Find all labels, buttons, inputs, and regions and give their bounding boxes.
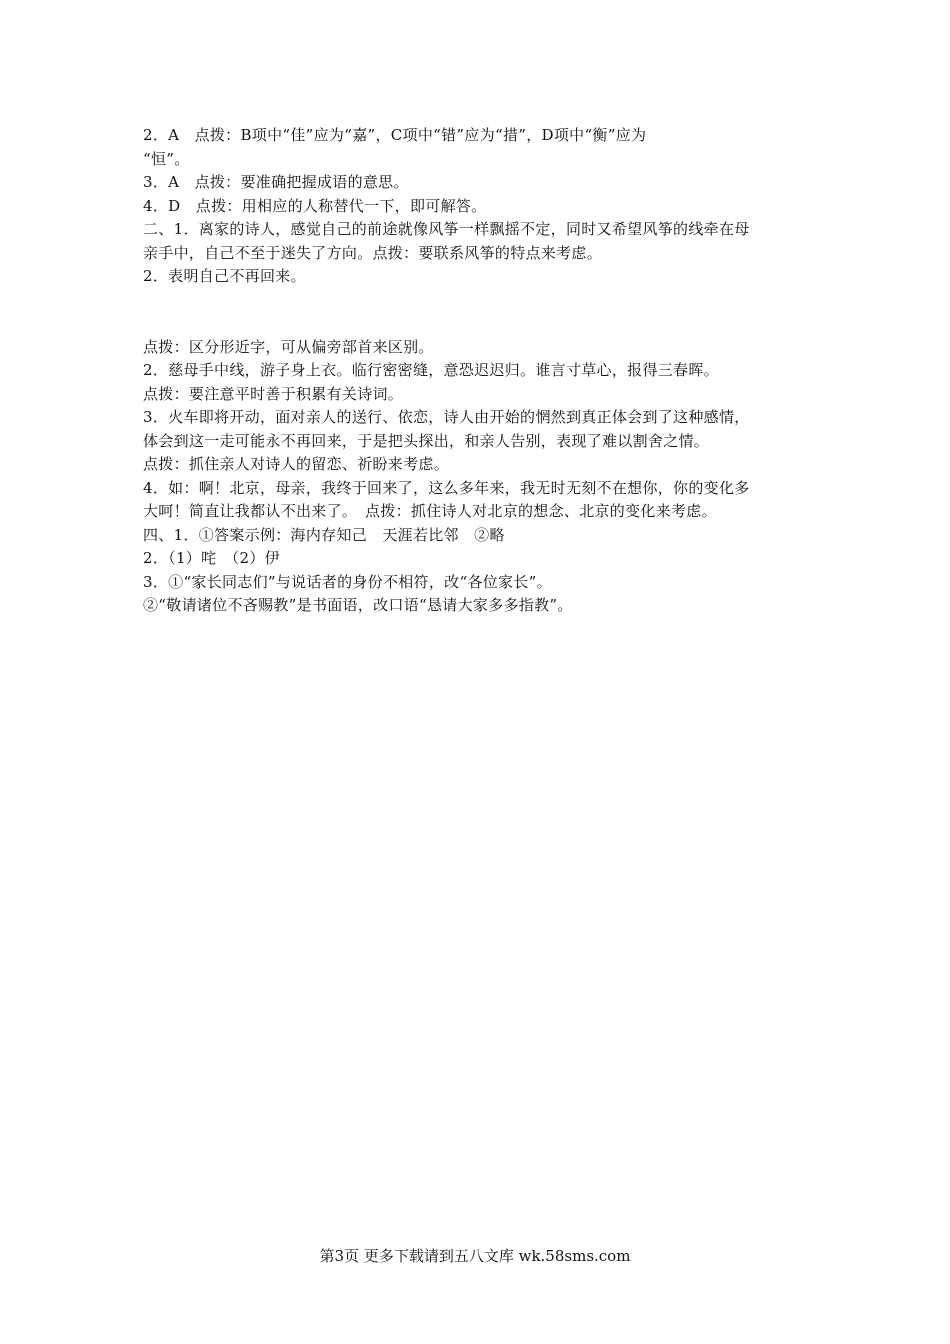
text-line: 亲手中，自己不至于迷失了方向。点拨：要联系风筝的特点来考虑。 bbox=[143, 243, 603, 262]
text-line: 3．火车即将开动，面对亲人的送行、依恋，诗人由开始的惘然到真正体会到了这种感情， bbox=[143, 408, 750, 426]
text-line: “恒”。 bbox=[143, 149, 190, 168]
text-line: 体会到这一走可能永不再回来，于是把头探出，和亲人告别，表现了难以割舍之情。 bbox=[143, 431, 710, 450]
text-line: 4．D 点拨：用相应的人称替代一下，即可解答。 bbox=[143, 196, 487, 215]
page-footer: 第3页 更多下载请到五八文库 wk.58sms.com bbox=[319, 1247, 631, 1265]
answer-block-1 bbox=[143, 124, 811, 289]
text-line: 3．A 点拨：要准确把握成语的意思。 bbox=[143, 173, 409, 191]
text-line: 2．A 点拨：B项中“佳”应为“嘉”，C项中“错”应为“措”，D项中“衡”应为 bbox=[143, 126, 647, 144]
text-line: 点拨：抓住亲人对诗人的留恋、祈盼来考虑。 bbox=[143, 455, 450, 473]
text-line: 大呵！简直让我都认不出来了。 点拨：抓住诗人对北京的想念、北京的变化来考虑。 bbox=[143, 502, 717, 520]
text-line: 4．如：啊！北京，母亲，我终于回来了，这么多年来，我无时无刻不在想你，你的变化多 bbox=[143, 478, 750, 497]
text-line: 2．表明自己不再回来。 bbox=[143, 267, 306, 285]
text-line: 点拨：要注意平时善于积累有关诗词。 bbox=[143, 384, 404, 403]
text-line: 四、1．①答案示例：海内存知己 天涯若比邻 ②略 bbox=[143, 525, 505, 544]
text-line: ②“敬请诸位不吝赐教”是书面语，改口语“恳请大家多多指教”。 bbox=[143, 596, 573, 614]
blank-gap bbox=[143, 289, 811, 336]
text-line: 点拨：区分形近字，可从偏旁部首来区别。 bbox=[143, 337, 434, 356]
answer-block-2 bbox=[143, 336, 811, 618]
text-line: 二、1．离家的诗人，感觉自己的前途就像风筝一样飘摇不定，同时又希望风筝的线牵在母 bbox=[143, 220, 750, 238]
text-line: 3．①“家长同志们”与说话者的身份不相符，改“各位家长”。 bbox=[143, 572, 552, 591]
text-line: 2．慈母手中线，游子身上衣。临行密密缝，意恐迟迟归。谁言寸草心，报得三春晖。 bbox=[143, 361, 719, 379]
text-line: 2．（1）咤 （2）伊 bbox=[143, 549, 280, 567]
answer-content bbox=[143, 124, 811, 618]
